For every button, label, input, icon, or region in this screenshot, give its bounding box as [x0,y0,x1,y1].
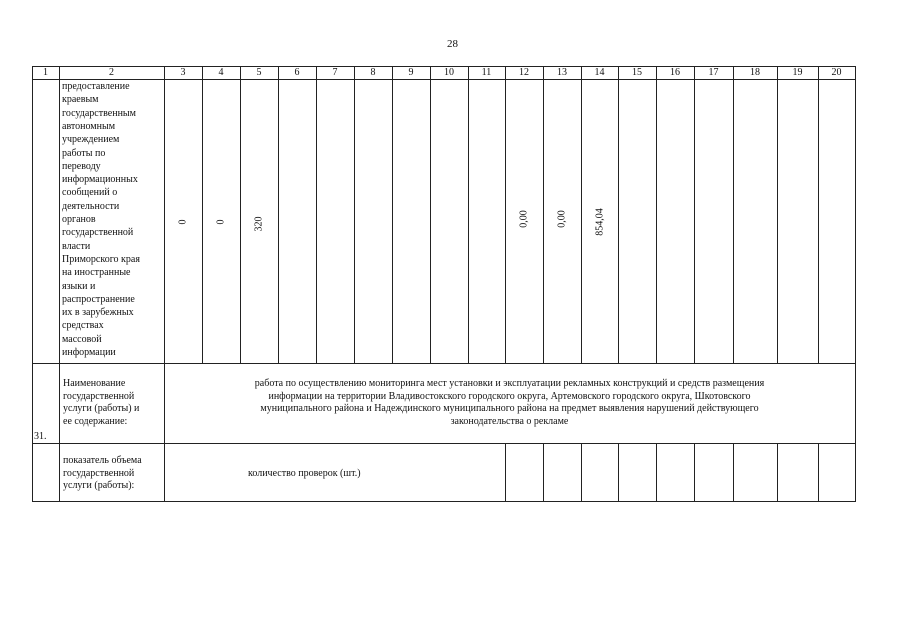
row-1-bottom-border [32,363,856,364]
row-2-label-line: государственной [63,390,135,402]
column-header-20: 20 [831,67,842,78]
row-1-description-line: автономным [62,120,116,132]
column-border [855,66,856,501]
column-border [656,443,657,501]
row-2-content-line: муниципального района и Надеждинского муниципального района на предмет выявления нарушений действующего [260,403,759,414]
row-1-value-col14: 854,04 [594,208,605,236]
column-border [733,443,734,501]
column-border [777,443,778,501]
column-border [543,66,544,363]
column-header-2: 2 [109,67,114,78]
column-border [32,66,33,501]
column-border [818,443,819,501]
row-2-content-line: работа по осуществлению мониторинга мест установки и эксплуатации рекламных конструкций и средств размещения [254,378,765,389]
column-header-18: 18 [750,67,760,78]
column-header-9: 9 [408,67,414,78]
column-border [430,66,431,363]
column-header-10: 10 [444,67,454,78]
column-border [543,443,544,501]
row-1-description-line: власти [62,240,91,252]
row-1-description-line: органов [62,214,96,225]
column-border [202,66,203,363]
column-border [354,66,355,363]
row-2-label-line: Наименование [63,378,126,389]
column-border [164,66,165,501]
column-header-11: 11 [481,67,492,78]
row-2-number: 31. [34,431,47,442]
column-border [581,66,582,363]
column-header-15: 15 [632,67,642,78]
column-border [505,443,506,501]
column-header-16: 16 [670,67,680,78]
row-1-description-line: информационных [62,174,138,186]
row-1-description-line: учреждением [62,134,120,146]
row-1-description-line: на иностранные [62,267,131,279]
column-border [733,66,734,363]
row-1-value-col13: 0,00 [556,210,568,228]
column-border [618,66,619,363]
row-1-description-line: информации [62,347,116,358]
column-header-13: 13 [557,67,567,78]
row-1-description-line: предоставление [62,81,130,92]
row-1-description-line: краевым [62,94,99,106]
row-1-value-col3: 0 [177,219,189,225]
row-3-label-line: услуги (работы): [63,480,135,491]
row-3-label-line: государственной [63,467,135,479]
column-header-6: 6 [294,67,300,78]
column-border [59,66,60,501]
row-1-value-col4: 0 [215,219,227,225]
column-border [656,66,657,363]
column-border [618,443,619,501]
row-3-value: количество проверок (шт.) [248,468,361,479]
row-2-label-line: ее содержание: [63,415,128,427]
column-header-17: 17 [708,67,719,78]
row-2-content-line: законодательства о рекламе [450,415,569,427]
row-1-description-line: их в зарубежных [62,307,134,319]
column-header-3: 3 [180,67,186,78]
row-1-description-line: государственным [62,107,136,119]
column-header-4: 4 [218,67,224,78]
row-3-label-line: показатель объема [63,455,142,466]
column-border [278,66,279,363]
column-header-19: 19 [792,67,803,78]
row-1-description-line: переводу [62,160,101,172]
row-1-description-line: распространение [62,293,135,305]
row-1-description-line: государственной [62,227,134,239]
row-2-content-line: информации на территории Владивостокского городского округа, Артемовского городского округа, Шкотовского [268,390,751,402]
column-border [818,66,819,363]
row-2-label-line: услуги (работы) и [63,403,140,414]
row-1-description-line: языки и [62,280,96,292]
column-border [777,66,778,363]
row-1-description-line: деятельности [62,200,120,212]
column-border [505,66,506,363]
row-1-value-col12: 0,00 [518,210,530,228]
table-bottom-border [32,501,856,502]
column-border [581,443,582,501]
column-border [468,66,469,363]
row-1-value-col5: 320 [253,216,265,232]
column-header-14: 14 [594,67,605,78]
row-1-description-line: средствах [62,320,104,332]
column-header-8: 8 [370,67,376,78]
row-1-description-line: сообщений о [62,187,118,199]
column-border [694,66,695,363]
column-border [316,66,317,363]
row-1-description-line: массовой [62,333,102,345]
column-header-7: 7 [332,67,338,78]
column-border [392,66,393,363]
column-border [694,443,695,501]
page-number: 28 [447,38,458,50]
column-header-12: 12 [519,67,529,78]
column-header-1: 1 [43,67,48,78]
column-header-5: 5 [256,67,262,78]
row-1-description-line: работы по [62,147,106,159]
column-border [240,66,241,363]
row-1-description-line: Приморского края [62,253,140,265]
